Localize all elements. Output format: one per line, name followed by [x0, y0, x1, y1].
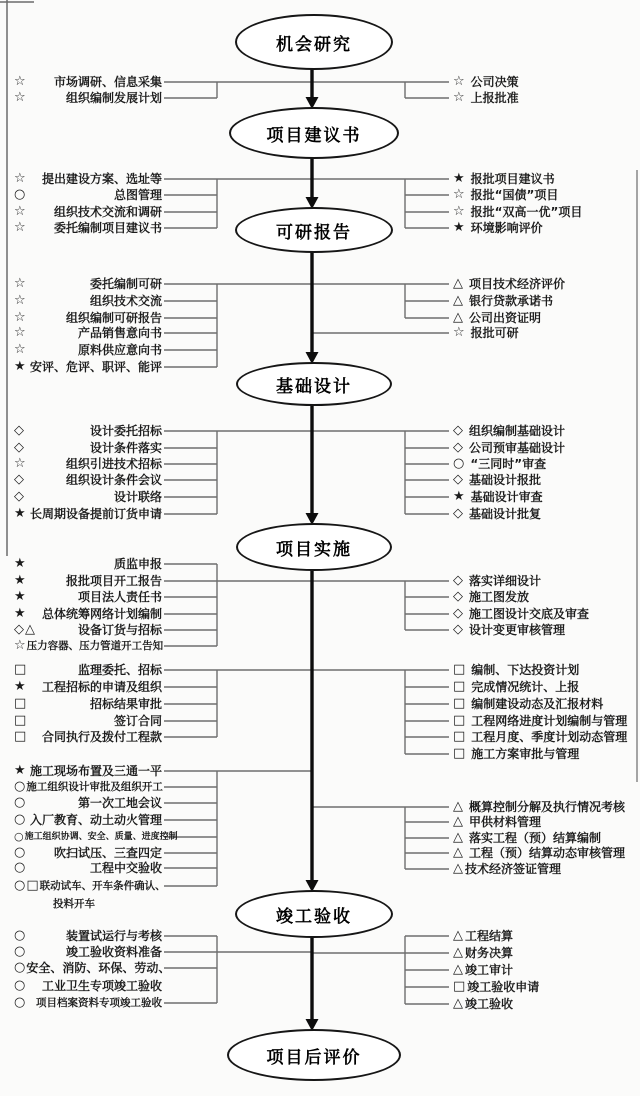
task-item: [14, 812, 162, 828]
task-item: [14, 204, 162, 220]
filled-star-icon: ★: [453, 489, 466, 504]
task-item: [14, 622, 162, 638]
task-item: [453, 204, 582, 220]
triangle-icon: △: [453, 276, 464, 291]
task-label: 落实详细设计: [469, 574, 542, 588]
diamond-icon: ◇: [453, 589, 464, 604]
task-item: [453, 679, 579, 695]
task-label: 产品销售意向书: [77, 326, 162, 340]
task-item: [453, 276, 565, 292]
task-label: 施工组织设计审批及组织开工: [26, 781, 163, 793]
task-item: [14, 606, 162, 622]
open-star-icon: ☆: [14, 204, 27, 219]
square-icon: □: [453, 713, 467, 728]
task-label: 财务决算: [465, 946, 514, 960]
task-item: [14, 896, 201, 912]
circle-icon: ○: [14, 812, 27, 827]
task-label: 投料开车: [53, 898, 95, 910]
task-label: 竣工验收: [465, 997, 514, 1011]
open-star-icon: ☆: [14, 220, 27, 235]
diamond-icon: ◇: [453, 440, 464, 455]
task-label: 编制建设动态及汇报材料: [471, 697, 604, 711]
circle-icon: ○: [14, 795, 27, 810]
open-star-icon: ☆: [453, 204, 466, 219]
task-item: [453, 573, 541, 589]
circle-icon: ○: [14, 995, 27, 1010]
task-item: [453, 945, 513, 961]
diamond-icon: ◇: [453, 606, 464, 621]
filled-star-icon: ★: [14, 606, 27, 621]
square-icon: □: [453, 979, 467, 994]
task-item: [14, 995, 162, 1011]
task-item: [453, 814, 541, 830]
task-item: [14, 978, 162, 994]
task-label: 上报批准: [470, 91, 519, 105]
task-item: [14, 171, 162, 187]
square-icon: □: [14, 729, 28, 744]
task-item: [453, 830, 601, 846]
task-label: 设计委托招标: [89, 424, 162, 438]
open-star-icon: ☆: [453, 74, 466, 89]
task-label: 施工现场布置及三通一平: [29, 764, 162, 778]
task-item: [453, 845, 625, 861]
open-star-icon: ☆: [14, 293, 27, 308]
task-label: 质监申报: [113, 557, 162, 571]
task-item: [453, 220, 543, 236]
task-item: [14, 845, 162, 861]
triangle-icon: △: [453, 945, 464, 960]
task-label: 环境影响评价: [470, 221, 543, 235]
square-icon: □: [14, 696, 28, 711]
task-item: [14, 589, 162, 605]
task-label: 组织编制基础设计: [469, 424, 566, 438]
task-item: [14, 423, 162, 439]
open-star-icon: ☆: [14, 310, 27, 325]
circle-icon: ○: [14, 960, 27, 975]
open-star-icon: ☆: [453, 90, 466, 105]
circle-icon: ○: [14, 860, 27, 875]
task-item: [14, 679, 162, 695]
open-star-icon: ☆: [14, 90, 27, 105]
task-label: 施工组织协调、安全、质量、进度控制: [24, 832, 178, 842]
task-label: 基础设计报批: [469, 473, 542, 487]
triangle-icon: △: [453, 799, 464, 814]
task-label: 长周期设备提前订货申请: [29, 507, 162, 521]
task-label: 工程网络进度计划编制与管理: [471, 714, 628, 728]
task-item: [453, 713, 627, 729]
task-label: 竣工验收申请: [467, 980, 540, 994]
triangle-icon: △: [453, 830, 464, 845]
task-label: 竣工审计: [465, 963, 514, 977]
task-item: [14, 276, 162, 292]
task-item: [453, 74, 519, 90]
flow-node-n4: 基础设计: [236, 362, 392, 406]
task-item: [453, 962, 513, 978]
task-item: [14, 440, 162, 456]
open-star-icon: ☆: [453, 325, 466, 340]
task-label: 联动试车、开车条件确认、: [39, 880, 166, 892]
task-item: [14, 860, 162, 876]
task-label: 压力容器、压力管道开工告知: [26, 640, 164, 652]
task-label: 委托编制项目建议书: [53, 221, 162, 235]
task-item: [14, 960, 171, 976]
task-item: [14, 944, 162, 960]
task-label: 安全、消防、环保、劳动、: [26, 961, 171, 975]
task-label: 工程招标的申请及组织: [41, 680, 162, 694]
flow-node-n5: 项目实施: [236, 523, 392, 571]
task-label: 报批项目开工报告: [65, 574, 162, 588]
diamond-icon: ◇: [453, 622, 464, 637]
task-item: [453, 606, 589, 622]
task-label: 编制、下达投资计划: [471, 663, 580, 677]
task-item: [453, 662, 579, 678]
task-label: 竣工验收资料准备: [65, 945, 162, 959]
filled-star-icon: ★: [14, 763, 27, 778]
circle-square-icon: ○□: [14, 878, 40, 893]
flow-node-n6: 竣工验收: [235, 890, 393, 938]
task-item: [14, 310, 162, 326]
task-item: [14, 325, 162, 341]
circle-icon: ○: [14, 928, 27, 943]
square-icon: □: [453, 662, 467, 677]
square-icon: □: [14, 713, 28, 728]
task-label: 工程中交验收: [89, 861, 162, 875]
task-item: [453, 325, 519, 341]
task-label: 银行贷款承诺书: [469, 294, 554, 308]
filled-star-icon: ★: [14, 589, 27, 604]
task-label: 委托编制可研: [89, 277, 162, 291]
task-item: [453, 506, 541, 522]
task-item: [14, 293, 162, 309]
task-label: 技术经济签证管理: [465, 862, 562, 876]
triangle-icon: △: [453, 861, 464, 876]
square-icon: □: [14, 662, 28, 677]
filled-star-icon: ★: [453, 220, 466, 235]
task-label: 公司预审基础设计: [469, 441, 566, 455]
task-item: [14, 74, 162, 90]
task-label: 工程月度、季度计划动态管理: [471, 730, 628, 744]
task-item: [453, 799, 625, 815]
triangle-icon: △: [453, 814, 464, 829]
task-item: [14, 928, 162, 944]
task-item: [14, 506, 162, 522]
task-item: [453, 90, 519, 106]
diamond-icon: ◇: [14, 423, 25, 438]
task-label: 组织编制发展计划: [65, 91, 162, 105]
triangle-icon: △: [453, 293, 464, 308]
task-item: [453, 456, 546, 472]
task-item: [14, 456, 162, 472]
circle-icon: ○: [14, 187, 27, 202]
diamond-icon: ◇: [14, 440, 25, 455]
task-label: 监理委托、招标: [77, 663, 162, 677]
task-item: [14, 662, 162, 678]
circle-icon: ○: [14, 944, 27, 959]
task-item: [14, 342, 162, 358]
task-label: 项目档案资料专项竣工验收: [36, 997, 162, 1009]
task-label: 组织技术交流: [89, 294, 162, 308]
triangle-icon: △: [453, 996, 464, 1011]
diamond-icon: ◇: [453, 573, 464, 588]
task-label: 施工方案审批与管理: [471, 747, 580, 761]
task-label: 总图管理: [113, 188, 162, 202]
task-item: [14, 90, 162, 106]
task-label: 设计条件落实: [89, 441, 162, 455]
open-star-icon: ☆: [14, 456, 27, 471]
diamond-icon: ◇: [453, 472, 464, 487]
task-label: 招标结果审批: [89, 697, 162, 711]
open-star-icon: ☆: [14, 325, 27, 340]
task-label: 工程结算: [465, 929, 514, 943]
task-item: [453, 171, 555, 187]
circle-icon: ○: [14, 978, 27, 993]
open-star-icon: ☆: [14, 638, 27, 653]
task-item: [453, 979, 539, 995]
task-label: 公司出资证明: [469, 311, 542, 325]
task-label: 吹扫试压、三查四定: [53, 846, 162, 860]
task-item: [14, 779, 162, 795]
task-label: 报批“国债”项目: [470, 188, 559, 202]
task-label: 设备订货与招标: [77, 623, 162, 637]
task-label: 设计联络: [113, 490, 162, 504]
task-item: [453, 928, 513, 944]
open-star-icon: ☆: [14, 74, 27, 89]
task-item: [453, 861, 561, 877]
diamond-icon: ◇: [453, 423, 464, 438]
task-label: 安评、危评、职评、能评: [29, 360, 162, 374]
task-item: [453, 996, 513, 1012]
square-icon: □: [453, 746, 467, 761]
diamond-icon: ◇: [453, 506, 464, 521]
task-label: 原料供应意向书: [77, 343, 162, 357]
task-item: [453, 622, 565, 638]
task-item: [14, 878, 166, 894]
task-label: 合同执行及拨付工程款: [41, 730, 162, 744]
task-label: 项目技术经济评价: [469, 277, 566, 291]
task-label: 施工图发放: [469, 590, 530, 604]
task-label: 提出建设方案、选址等: [41, 172, 162, 186]
square-icon: □: [453, 696, 467, 711]
task-item: [453, 472, 541, 488]
open-star-icon: ☆: [14, 276, 27, 291]
task-item: [14, 556, 162, 572]
diamond-triangle-icon: ◇△: [14, 622, 36, 637]
filled-star-icon: ★: [14, 573, 27, 588]
task-label: 入厂教育、动土动火管理: [29, 813, 162, 827]
circle-icon: ○: [14, 845, 27, 860]
task-label: 概算控制分解及执行情况考核: [469, 800, 626, 814]
triangle-icon: △: [453, 845, 464, 860]
task-item: [453, 423, 565, 439]
filled-star-icon: ★: [453, 171, 466, 186]
task-label: 基础设计审查: [470, 490, 543, 504]
filled-star-icon: ★: [14, 556, 27, 571]
open-star-icon: ☆: [453, 187, 466, 202]
task-item: [14, 713, 162, 729]
circle-icon: ○: [14, 830, 25, 843]
task-label: 基础设计批复: [469, 507, 542, 521]
diamond-icon: ◇: [14, 489, 25, 504]
circle-icon: ○: [453, 456, 466, 471]
task-item: [14, 763, 162, 779]
filled-star-icon: ★: [14, 359, 27, 374]
task-label: 总体统筹网络计划编制: [41, 607, 162, 621]
task-label: 工程（预）结算动态审核管理: [469, 846, 626, 860]
task-item: [14, 220, 162, 236]
task-label: 组织引进技术招标: [65, 457, 162, 471]
task-item: [14, 472, 162, 488]
task-label: 报批可研: [470, 326, 519, 340]
open-star-icon: ☆: [14, 342, 27, 357]
task-item: [453, 310, 541, 326]
task-item: [14, 359, 162, 375]
task-label: 完成情况统计、上报: [471, 680, 580, 694]
task-label: 签订合同: [113, 714, 162, 728]
task-item: [14, 638, 162, 654]
task-label: “三同时”审查: [470, 457, 547, 471]
task-item: [453, 746, 579, 762]
task-item: [14, 829, 178, 845]
open-star-icon: ☆: [14, 171, 27, 186]
task-label: 设计变更审核管理: [469, 623, 566, 637]
flow-node-n3: 可研报告: [235, 207, 393, 253]
flow-node-n2: 项目建议书: [229, 107, 399, 159]
task-label: 组织设计条件会议: [65, 473, 162, 487]
task-item: [453, 696, 603, 712]
task-item: [453, 589, 529, 605]
task-item: [14, 573, 162, 589]
task-label: 报批“双高一优”项目: [470, 205, 583, 219]
task-label: 装置试运行与考核: [65, 929, 162, 943]
task-label: 施工图设计交底及审查: [469, 607, 590, 621]
triangle-icon: △: [453, 962, 464, 977]
task-label: 工业卫生专项竣工验收: [41, 979, 162, 993]
task-label: 组织技术交流和调研: [53, 205, 162, 219]
task-label: 甲供材料管理: [469, 815, 542, 829]
task-label: 第一次工地会议: [77, 796, 162, 810]
square-icon: □: [453, 729, 467, 744]
triangle-icon: △: [453, 310, 464, 325]
task-label: 报批项目建议书: [470, 172, 555, 186]
task-label: 公司决策: [470, 75, 519, 89]
task-item: [453, 440, 565, 456]
triangle-icon: △: [453, 928, 464, 943]
task-label: 组织编制可研报告: [65, 311, 162, 325]
circle-icon: ○: [14, 779, 27, 794]
task-label: 项目法人责任书: [77, 590, 162, 604]
diamond-icon: ◇: [14, 472, 25, 487]
filled-star-icon: ★: [14, 679, 27, 694]
task-item: [14, 729, 162, 745]
task-item: [14, 795, 162, 811]
flow-node-n1: 机会研究: [235, 14, 393, 70]
task-item: [453, 187, 558, 203]
square-icon: □: [453, 679, 467, 694]
task-item: [453, 729, 627, 745]
task-item: [14, 696, 162, 712]
filled-star-icon: ★: [14, 506, 27, 521]
task-item: [14, 489, 162, 505]
task-item: [453, 489, 543, 505]
task-item: [14, 187, 162, 203]
task-label: 落实工程（预）结算编制: [469, 831, 602, 845]
task-item: [453, 293, 553, 309]
task-label: 市场调研、信息采集: [53, 75, 162, 89]
flow-node-n7: 项目后评价: [227, 1029, 401, 1081]
